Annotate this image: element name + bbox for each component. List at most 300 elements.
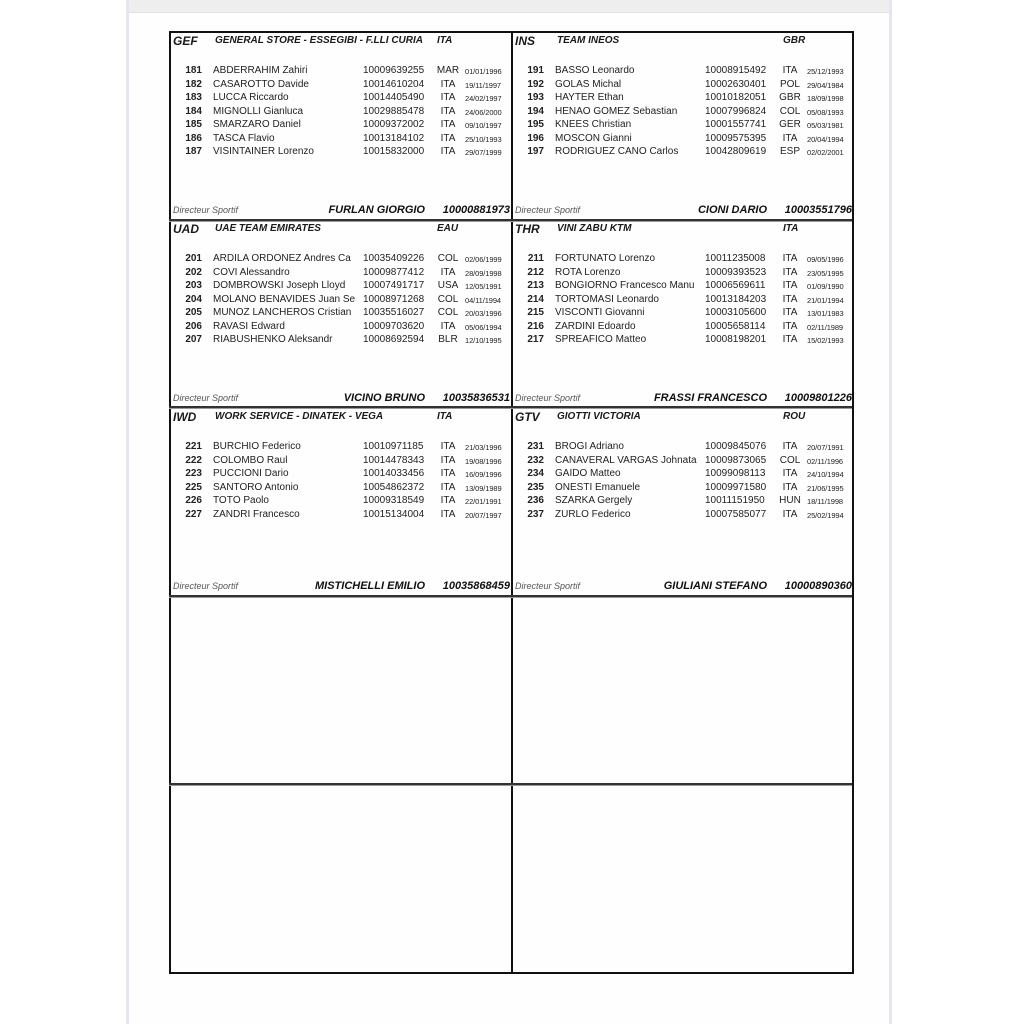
rider-name: SZARKA Gergely	[555, 495, 633, 506]
rider-nationality: COL	[437, 307, 459, 318]
rider-number: 223	[185, 468, 202, 479]
rider-birthdate: 02/02/2001	[807, 148, 844, 157]
team-block-gef	[170, 31, 510, 219]
rider-number: 225	[185, 481, 202, 493]
team-header	[173, 34, 510, 48]
rider-name: HENAO GOMEZ Sebastian	[555, 105, 678, 117]
directeur-sportif-row	[512, 391, 852, 405]
rider-birthdate: 15/02/1993	[807, 336, 844, 345]
rider-row	[170, 65, 510, 78]
rider-row	[512, 441, 852, 454]
rider-name: SANTORO Antonio	[213, 481, 299, 493]
rider-uci-id: 10007491717	[363, 280, 425, 291]
rider-uci-id: 10099098113	[705, 468, 766, 479]
rider-birthdate: 13/01/1983	[807, 309, 844, 318]
directeur-id: 10009801226	[784, 392, 852, 404]
team-nationality: GBR	[783, 35, 806, 46]
rider-uci-id: 10010971185	[363, 441, 424, 452]
rider-birthdate: 02/06/1999	[465, 255, 502, 264]
rider-nationality: ITA	[440, 468, 456, 479]
rider-row	[170, 455, 510, 468]
team-code: GTV	[515, 410, 540, 424]
rider-name: MIGNOLLI Gianluca	[213, 105, 304, 117]
rider-birthdate: 24/02/1997	[465, 94, 502, 103]
rider-birthdate: 20/07/1991	[807, 443, 844, 452]
rider-name: GOLAS Michal	[555, 78, 622, 90]
rider-row	[512, 321, 852, 334]
rider-number: 185	[185, 119, 202, 130]
rider-number: 192	[527, 78, 544, 90]
rider-nationality: ITA	[782, 320, 798, 332]
rider-uci-id: 10008915492	[705, 65, 767, 76]
rider-row	[512, 509, 852, 522]
rider-name: LUCCA Riccardo	[213, 92, 289, 103]
rider-name: COVI Alessandro	[213, 266, 290, 278]
rider-birthdate: 12/05/1991	[465, 282, 502, 291]
directeur-name: FRASSI FRANCESCO	[653, 392, 767, 404]
rider-birthdate: 01/09/1990	[807, 282, 844, 291]
team-nationality: EAU	[437, 223, 459, 234]
rider-name: ROTA Lorenzo	[555, 266, 621, 278]
rider-nationality: ITA	[782, 481, 798, 493]
rider-number: 187	[185, 146, 202, 157]
rider-name: SPREAFICO Matteo	[555, 334, 647, 345]
directeur-sportif-row	[170, 203, 510, 217]
rider-name: TORTOMASI Leonardo	[555, 293, 659, 305]
rider-nationality: ITA	[782, 266, 798, 278]
row-divider	[169, 783, 852, 786]
rider-uci-id: 10014478343	[363, 454, 425, 466]
rider-name: CASAROTTO Davide	[213, 78, 309, 90]
rider-uci-id: 10001557741	[705, 119, 767, 130]
rider-row	[512, 133, 852, 146]
rider-birthdate: 18/09/1998	[807, 94, 844, 103]
directeur-label: Directeur Sportif	[515, 205, 581, 215]
team-header	[173, 410, 510, 424]
directeur-name: GIULIANI STEFANO	[663, 580, 767, 592]
rider-row	[170, 119, 510, 132]
rider-uci-id: 10015134004	[363, 508, 425, 520]
previous-page-edge	[128, 0, 890, 13]
rider-row	[170, 106, 510, 119]
rider-birthdate: 20/04/1994	[807, 134, 844, 144]
team-nationality: ROU	[783, 411, 806, 422]
rider-number: 211	[527, 253, 544, 264]
rider-nationality: ITA	[782, 253, 798, 264]
rider-number: 222	[185, 454, 202, 466]
rider-name: MUÑOZ LANCHEROS Cristian	[213, 307, 352, 318]
directeur-id: 10000881973	[442, 204, 510, 216]
page-border-left	[126, 0, 129, 1024]
team-header	[515, 410, 852, 424]
rider-nationality: GER	[779, 119, 801, 130]
rider-name: KNEES Christian	[555, 119, 632, 130]
rider-row	[512, 280, 852, 293]
rider-birthdate: 12/10/1995	[465, 336, 502, 345]
rider-uci-id: 10013184102	[363, 132, 425, 144]
rider-birthdate: 19/08/1996	[465, 456, 502, 466]
rider-number: 197	[527, 146, 544, 157]
rider-birthdate: 20/03/1996	[465, 309, 502, 318]
rider-nationality: USA	[437, 280, 459, 291]
rider-uci-id: 10009971580	[705, 481, 767, 493]
rider-uci-id: 10006569611	[705, 280, 766, 291]
rider-uci-id: 10007996824	[705, 105, 767, 117]
rider-nationality: ITA	[440, 266, 456, 278]
team-block-iwd	[170, 407, 510, 595]
rider-number: 182	[185, 78, 202, 90]
rider-uci-id: 10009318549	[363, 495, 425, 506]
directeur-id: 10003551796	[784, 204, 852, 216]
rider-birthdate: 20/07/1997	[465, 510, 502, 520]
rider-birthdate: 25/10/1993	[465, 134, 502, 144]
rider-birthdate: 09/10/1997	[465, 121, 502, 130]
rider-nationality: ITA	[782, 280, 798, 291]
rider-row	[512, 307, 852, 320]
rider-name: BURCHIO Federico	[213, 441, 301, 452]
rider-row	[170, 495, 510, 508]
rider-row	[170, 280, 510, 293]
rider-number: 181	[185, 65, 202, 76]
rider-name: TOTÒ Paolo	[213, 495, 269, 506]
rider-name: RIABUSHENKO Aleksandr	[213, 334, 333, 345]
rider-uci-id: 10009877412	[363, 266, 425, 278]
rider-number: 221	[185, 441, 202, 452]
rider-uci-id: 10035516027	[363, 307, 425, 318]
rider-name: PUCCIONI Dario	[213, 468, 289, 479]
rider-birthdate: 18/11/1998	[807, 497, 843, 506]
rider-row	[170, 468, 510, 481]
rider-number: 195	[527, 119, 544, 130]
directeur-label: Directeur Sportif	[173, 205, 239, 215]
rider-nationality: ITA	[782, 468, 798, 479]
rider-nationality: ITA	[440, 441, 456, 452]
team-name: GIOTTI VICTORIA	[557, 411, 641, 422]
rider-nationality: ITA	[782, 508, 798, 520]
rider-row	[170, 253, 510, 266]
rider-uci-id: 10005658114	[705, 320, 766, 332]
rider-birthdate: 24/06/2000	[465, 107, 502, 117]
directeur-name: VICINO BRUNO	[343, 392, 425, 404]
viewer-background-right	[891, 0, 1024, 1024]
rider-nationality: ITA	[440, 454, 456, 466]
directeur-id: 10000890360	[784, 580, 852, 592]
rider-row	[512, 119, 852, 132]
rider-uci-id: 10042809619	[705, 146, 767, 157]
rider-nationality: ITA	[440, 320, 456, 332]
directeur-sportif-row	[170, 579, 510, 593]
team-name: VINI ZABU KTM	[557, 223, 632, 234]
rider-uci-id: 10035409226	[363, 253, 425, 264]
rider-number: 236	[527, 495, 544, 506]
rider-uci-id: 10009575395	[705, 132, 767, 144]
rider-birthdate: 16/09/1996	[465, 470, 502, 479]
rider-row	[512, 65, 852, 78]
rider-nationality: ITA	[440, 119, 456, 130]
rider-row	[512, 106, 852, 119]
rider-row	[512, 294, 852, 307]
page-border-right	[889, 0, 892, 1024]
directeur-id: 10035868459	[442, 580, 510, 592]
team-name: UAE TEAM EMIRATES	[215, 223, 321, 234]
rider-name: CAÑAVERAL VARGAS Johnata	[555, 454, 697, 466]
rider-uci-id: 10008971268	[363, 293, 425, 305]
rider-name: MOLANO BENAVIDES Juan Se	[213, 293, 356, 305]
rider-nationality: ITA	[440, 146, 456, 157]
rider-number: 237	[527, 508, 544, 520]
rider-number: 213	[527, 280, 544, 291]
rider-birthdate: 21/01/1994	[807, 295, 844, 305]
rider-birthdate: 19/11/1997	[465, 80, 501, 90]
team-name: TEAM INEOS	[557, 35, 620, 46]
rider-number: 212	[527, 266, 544, 278]
directeur-sportif-row	[512, 579, 852, 593]
rider-row	[170, 92, 510, 105]
rider-number: 235	[527, 481, 544, 493]
rider-row	[170, 482, 510, 495]
rider-nationality: HUN	[779, 495, 801, 506]
team-code: GEF	[173, 34, 198, 48]
rider-nationality: COL	[779, 454, 801, 466]
rider-uci-id: 10008198201	[705, 334, 767, 345]
rider-row	[170, 294, 510, 307]
rider-number: 196	[527, 132, 544, 144]
rider-row	[170, 441, 510, 454]
rider-number: 184	[185, 105, 202, 117]
rider-nationality: GBR	[779, 92, 801, 103]
rider-birthdate: 02/11/1996	[807, 456, 843, 466]
rider-name: BONGIORNO Francesco Manu	[555, 280, 695, 291]
rider-uci-id: 10015832000	[363, 146, 425, 157]
team-code: UAD	[173, 222, 199, 236]
rider-number: 186	[185, 132, 202, 144]
rider-nationality: ITA	[440, 132, 456, 144]
rider-uci-id: 10007585077	[705, 508, 767, 520]
rider-uci-id: 10009639255	[363, 65, 425, 76]
rider-birthdate: 28/09/1998	[465, 268, 502, 278]
rider-birthdate: 25/12/1993	[807, 67, 844, 76]
team-nationality: ITA	[783, 223, 799, 234]
rider-birthdate: 22/01/1991	[465, 497, 502, 506]
rider-uci-id: 10003105600	[705, 307, 767, 318]
rider-number: 232	[527, 454, 544, 466]
rider-nationality: ITA	[440, 78, 456, 90]
rider-number: 194	[527, 105, 544, 117]
viewer-background-left	[0, 0, 128, 1024]
rider-name: ABDERRAHIM Zahiri	[213, 65, 308, 76]
rider-name: HAYTER Ethan	[555, 92, 624, 103]
rider-name: FORTUNATO Lorenzo	[555, 253, 656, 264]
team-header	[173, 222, 510, 236]
rider-nationality: ITA	[440, 105, 456, 117]
rider-name: DOMBROWSKI Joseph Lloyd	[213, 280, 346, 291]
rider-nationality: ITA	[782, 441, 798, 452]
rider-uci-id: 10008692594	[363, 334, 425, 345]
rider-number: 205	[185, 307, 202, 318]
rider-number: 193	[527, 92, 544, 103]
rider-nationality: ITA	[782, 293, 798, 305]
team-nationality: ITA	[437, 411, 453, 422]
rider-name: GAIDO Matteo	[555, 468, 621, 479]
rider-birthdate: 23/05/1995	[807, 268, 844, 278]
team-code: THR	[515, 222, 540, 236]
rider-uci-id: 10011235008	[705, 253, 766, 264]
rider-number: 215	[527, 307, 544, 318]
rider-nationality: ITA	[782, 132, 798, 144]
rider-name: RODRIGUEZ CANO Carlos	[555, 146, 679, 157]
rider-uci-id: 10002630401	[705, 78, 767, 90]
rider-uci-id: 10054862372	[363, 481, 425, 493]
team-code: IWD	[173, 410, 197, 424]
rider-uci-id: 10013184203	[705, 293, 767, 305]
rider-uci-id: 10009703620	[363, 320, 425, 332]
rider-name: ONESTI Emanuele	[555, 481, 641, 493]
rider-uci-id: 10009393523	[705, 266, 767, 278]
rider-row	[512, 334, 852, 347]
team-header	[515, 34, 852, 48]
row-divider	[169, 595, 852, 598]
rider-name: SMARZARO Daniel	[213, 119, 301, 130]
rider-nationality: BLR	[438, 334, 458, 345]
rider-birthdate: 21/03/1996	[465, 443, 502, 452]
rider-number: 226	[185, 495, 202, 506]
directeur-label: Directeur Sportif	[515, 393, 581, 403]
rider-number: 227	[185, 508, 202, 520]
rider-uci-id: 10014610204	[363, 78, 425, 90]
rider-number: 207	[185, 334, 202, 345]
rider-number: 214	[527, 293, 544, 305]
rider-name: MOSCON Gianni	[555, 132, 632, 144]
rider-name: ARDILA ORDOÑEZ Andres Ca	[213, 253, 351, 264]
rider-row	[170, 321, 510, 334]
rider-uci-id: 10009372002	[363, 119, 425, 130]
rider-row	[512, 79, 852, 92]
rider-row	[512, 468, 852, 481]
rider-birthdate: 02/11/1989	[807, 322, 843, 332]
team-code: INS	[515, 34, 536, 48]
rider-uci-id: 10010182051	[705, 92, 767, 103]
rider-uci-id: 10011151950	[705, 495, 765, 506]
rider-name: VISCONTI Giovanni	[555, 307, 645, 318]
directeur-id: 10035836531	[442, 392, 510, 404]
team-block-thr	[512, 219, 852, 407]
rider-nationality: MAR	[436, 65, 460, 76]
rider-uci-id: 10029885478	[363, 105, 425, 117]
team-block-uad	[170, 219, 510, 407]
directeur-label: Directeur Sportif	[173, 393, 239, 403]
directeur-label: Directeur Sportif	[173, 581, 239, 591]
team-block-ins	[512, 31, 852, 219]
rider-birthdate: 01/01/1996	[465, 67, 502, 76]
rider-birthdate: 13/09/1989	[465, 483, 502, 493]
rider-name: TASCA Flavio	[213, 132, 275, 144]
rider-birthdate: 29/04/1984	[807, 80, 844, 90]
rider-nationality: ITA	[782, 65, 798, 76]
rider-name: COLOMBO Raul	[213, 454, 288, 466]
rider-row	[170, 146, 510, 159]
rider-row	[512, 482, 852, 495]
team-name: WORK SERVICE - DINATEK - VEGA	[215, 411, 384, 422]
rider-birthdate: 05/06/1994	[465, 322, 502, 332]
rider-row	[170, 307, 510, 320]
rider-number: 217	[527, 334, 544, 345]
team-header	[515, 222, 852, 236]
rider-nationality: COL	[437, 293, 459, 305]
rider-nationality: POL	[779, 78, 800, 90]
directeur-name: FURLAN GIORGIO	[328, 204, 425, 216]
rider-uci-id: 10009845076	[705, 441, 767, 452]
directeur-name: MISTICHELLI EMILIO	[315, 580, 425, 592]
rider-name: BROGI Adriano	[555, 441, 624, 452]
rider-row	[512, 146, 852, 159]
rider-number: 216	[527, 320, 544, 332]
rider-name: RAVASI Edward	[213, 320, 285, 332]
rider-number: 202	[185, 266, 202, 278]
rider-nationality: ITA	[782, 307, 798, 318]
rider-row	[170, 267, 510, 280]
rider-number: 204	[185, 293, 202, 305]
rider-name: VISINTAINER Lorenzo	[213, 146, 314, 157]
directeur-label: Directeur Sportif	[515, 581, 581, 591]
rider-row	[170, 133, 510, 146]
rider-row	[512, 267, 852, 280]
rider-birthdate: 05/08/1993	[807, 107, 844, 117]
rider-number: 201	[185, 253, 202, 264]
rider-uci-id: 10014033456	[363, 468, 425, 479]
rider-birthdate: 24/10/1994	[807, 470, 844, 479]
directeur-name: CIONI DARIO	[697, 204, 767, 216]
rider-name: ZANDRI Francesco	[213, 508, 300, 520]
rider-birthdate: 05/03/1981	[807, 121, 844, 130]
rider-nationality: COL	[437, 253, 459, 264]
rider-nationality: ITA	[440, 495, 456, 506]
team-block-gtv	[512, 407, 852, 595]
rider-birthdate: 29/07/1999	[465, 148, 502, 157]
rider-name: ZURLO Federico	[555, 508, 631, 520]
rider-number: 234	[527, 468, 544, 479]
directeur-sportif-row	[170, 391, 510, 405]
rider-birthdate: 25/02/1994	[807, 510, 844, 520]
rider-nationality: ITA	[440, 508, 456, 520]
rider-birthdate: 04/11/1994	[465, 295, 501, 305]
rider-name: BASSO Leonardo	[555, 65, 635, 76]
rider-nationality: COL	[779, 105, 801, 117]
rider-number: 231	[527, 441, 544, 452]
rider-row	[512, 253, 852, 266]
rider-row	[170, 334, 510, 347]
rider-birthdate: 09/05/1996	[807, 255, 844, 264]
rider-uci-id: 10009873065	[705, 454, 767, 466]
rider-row	[512, 92, 852, 105]
rider-row	[170, 79, 510, 92]
rider-number: 203	[185, 280, 202, 291]
rider-nationality: ESP	[779, 146, 800, 157]
rider-number: 191	[527, 65, 544, 76]
rider-nationality: ITA	[440, 481, 456, 493]
team-name: GENERAL STORE - ESSEGIBI - F.LLI CURIA	[215, 35, 423, 46]
rider-nationality: ITA	[782, 334, 798, 345]
rider-uci-id: 10014405490	[363, 92, 425, 103]
rider-nationality: ITA	[440, 92, 456, 103]
directeur-sportif-row	[512, 203, 852, 217]
rider-birthdate: 21/06/1995	[807, 483, 844, 493]
rider-row	[512, 495, 852, 508]
rider-row	[512, 455, 852, 468]
team-nationality: ITA	[437, 35, 453, 46]
rider-number: 183	[185, 92, 202, 103]
rider-name: ZARDINI Edoardo	[555, 320, 636, 332]
rider-number: 206	[185, 320, 202, 332]
